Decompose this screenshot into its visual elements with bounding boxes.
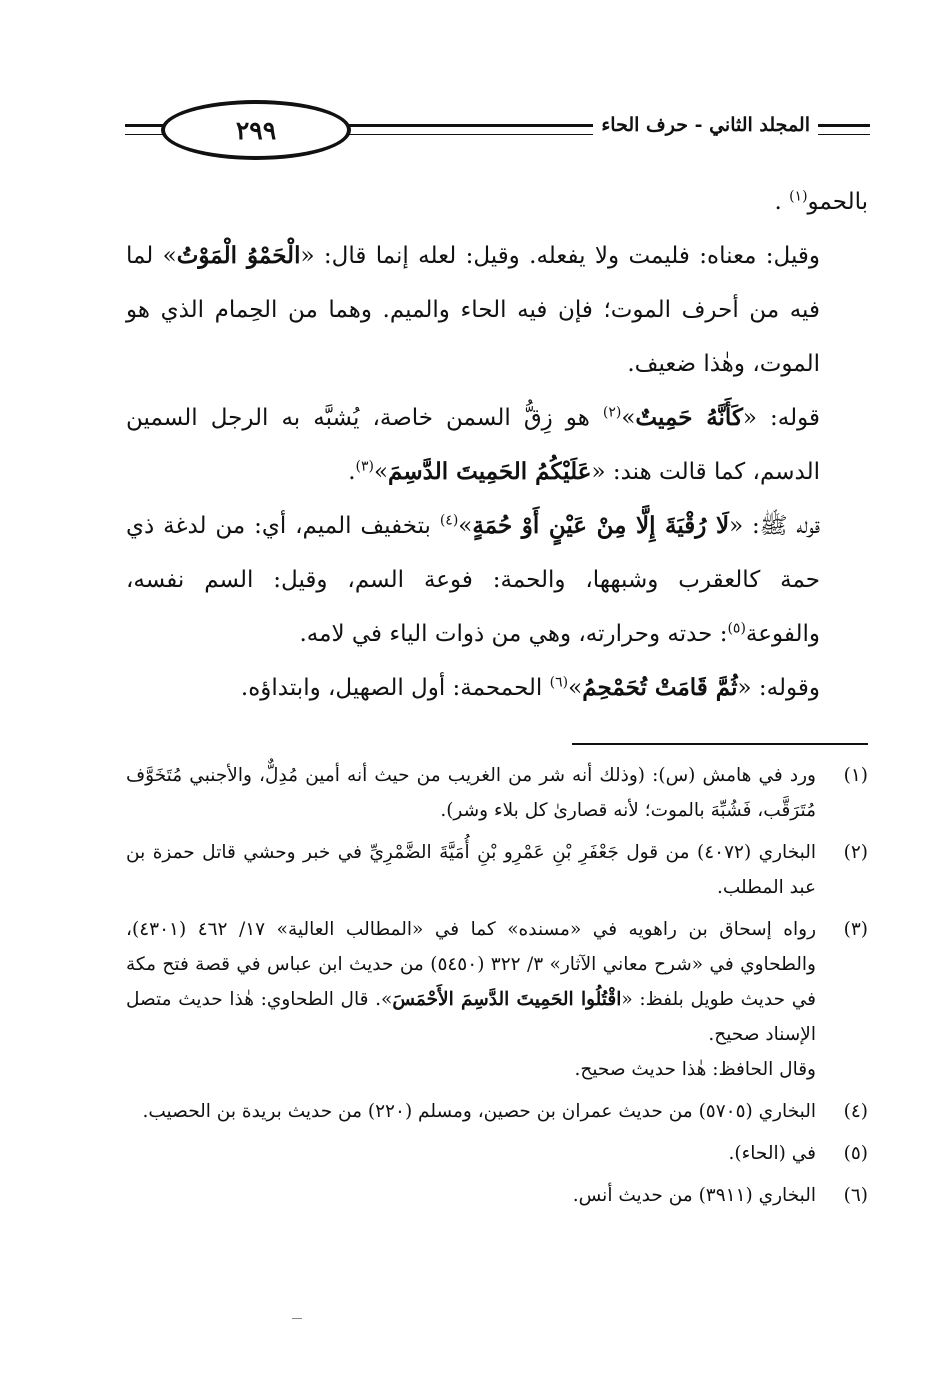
- footnote-number: (٣): [843, 919, 868, 940]
- p3-end: .: [348, 459, 356, 485]
- p3-mid-1: »: [621, 405, 636, 431]
- p4-mid-2: بتخفيف الميم، أي: من لدغة ذي حمة كالعقرب وشبهها، والحمة: فوعة السم، وقيل: السم نفسه، والفوعة: [126, 513, 820, 647]
- footnote-text: البخاري (٥٧٠٥) من حديث عمران بن حصين، ومسلم (٢٢٠) من حديث بريدة بن الحصيب.: [142, 1101, 816, 1122]
- footnote-text-post: ». قال الطحاوي: هٰذا حديث متصل الإسناد صحيح.: [126, 989, 816, 1045]
- p5-end: الحمحمة: أول الصهيل، وابتداؤه.: [240, 675, 550, 701]
- page-header: [125, 96, 870, 166]
- footnote-separator: [572, 743, 868, 745]
- p4-end: : حدته وحرارته، وهي من ذوات الياء في لامه.: [299, 621, 728, 647]
- p3-mid-2: هو زِقُّ السمن خاصة، يُشبَّه به الرجل السمين الدسم، كما قالت هند: «: [126, 405, 820, 485]
- footnotes: [126, 758, 868, 1220]
- p4-pre: قوله ﷺ: «: [729, 513, 820, 539]
- p3-mid-3: »: [373, 459, 389, 485]
- footnote-6: [126, 1178, 868, 1213]
- footnote-number: (٢): [843, 842, 868, 863]
- page-number-text: ٢٩٩: [235, 115, 277, 145]
- paragraph-2: [126, 229, 868, 391]
- p5-quote: ثُمَّ قَامَتْ تُحَمْحِمُ: [582, 674, 738, 701]
- main-text: [126, 175, 868, 715]
- paragraph-4: [126, 499, 868, 661]
- footnote-5: [126, 1136, 868, 1171]
- p4-mid: »: [458, 513, 473, 539]
- footnote-ref-5: (٥): [727, 620, 746, 637]
- paragraph-3: [126, 391, 868, 499]
- footnote-text: البخاري (٣٩١١) من حديث أنس.: [572, 1185, 816, 1206]
- footnote-3: [126, 912, 868, 1087]
- footnote-number: (٤): [843, 1101, 868, 1122]
- footnote-text: رواه إسحاق بن راهويه في «مسنده» كما في «المطالب العالية» ١٧/ ٤٦٢ (٤٣٠١)، والطحاوي في «شرح معاني الآثار» ٣/ ٣٢٢ (٥٤٥٠) من حديث ابن عباس في قصة فتح مكة في حديث طويل بلفظ: «: [126, 919, 817, 1010]
- print-mark: [292, 1318, 302, 1319]
- footnote-2: [126, 835, 868, 905]
- footnote-text: ورد في هامش (س): (وذلك أنه شر من الغريب من حيث أنه أمين مُدِلٌّ، والأجنبي مُتَخَوَّف مُتَرَقَّب، فَشُبِّهَ بالموت؛ لأنه قصارىٰ كل بلاء وشر).: [126, 765, 816, 821]
- p3-pre: قوله: «: [742, 405, 820, 431]
- p2-quote: الْحَمْوُ الْمَوْتُ: [176, 242, 301, 269]
- p3-quote-2: عَلَيْكُمُ الحَمِيتَ الدَّسِمَ: [388, 458, 592, 485]
- footnote-extra: وقال الحافظ: هٰذا حديث صحيح.: [574, 1059, 816, 1080]
- p3-quote-1: كَأَنَّهُ حَمِيتٌ: [635, 404, 743, 431]
- p5-mid: »: [568, 675, 583, 701]
- footnote-ref-4: (٤): [439, 512, 459, 529]
- footnote-text: في (الحاء).: [728, 1143, 816, 1164]
- footnote-text: البخاري (٤٠٧٢) من قول جَعْفَرِ بْنِ عَمْرِو بْنِ أُمَيَّةَ الضَّمْرِيِّ في خبر وحشي قاتل حمزة بن عبد المطلب.: [126, 842, 816, 898]
- footnote-ref-2: (٢): [602, 404, 622, 421]
- footnote-ref-1: (١): [789, 188, 808, 205]
- p1-end: .: [774, 189, 790, 215]
- running-title: المجلد الثاني - حرف الحاء: [593, 114, 818, 136]
- p4-quote: لَا رُقْيَةَ إِلَّا مِنْ عَيْنٍ أَوْ حُمَةٍ: [472, 512, 730, 539]
- paragraph-1: [126, 175, 868, 229]
- footnote-4: [126, 1094, 868, 1129]
- footnote-ref-3: (٣): [355, 458, 374, 475]
- footnote-ref-6: (٦): [549, 674, 569, 691]
- footnote-number: (١): [843, 765, 868, 786]
- footnote-1: [126, 758, 868, 828]
- footnote-quote: اقْتُلُوا الحَمِيتَ الدَّسِمَ الأَحْمَسَ: [392, 989, 622, 1010]
- p2-pre: وقيل: معناه: فليمت ولا يفعله. وقيل: لعله إنما قال: «: [300, 243, 820, 269]
- p1-text: بالحمو: [807, 189, 868, 215]
- p5-pre: وقوله: «: [737, 675, 820, 701]
- footnote-number: (٦): [843, 1185, 868, 1206]
- paragraph-5: [126, 661, 868, 715]
- footnote-number: (٥): [843, 1143, 868, 1164]
- page-number: [161, 100, 351, 160]
- p2-post: » لما فيه من أحرف الموت؛ فإن فيه الحاء والميم. وهما من الحِمام الذي هو الموت، وهٰذا ضعيف.: [126, 243, 820, 377]
